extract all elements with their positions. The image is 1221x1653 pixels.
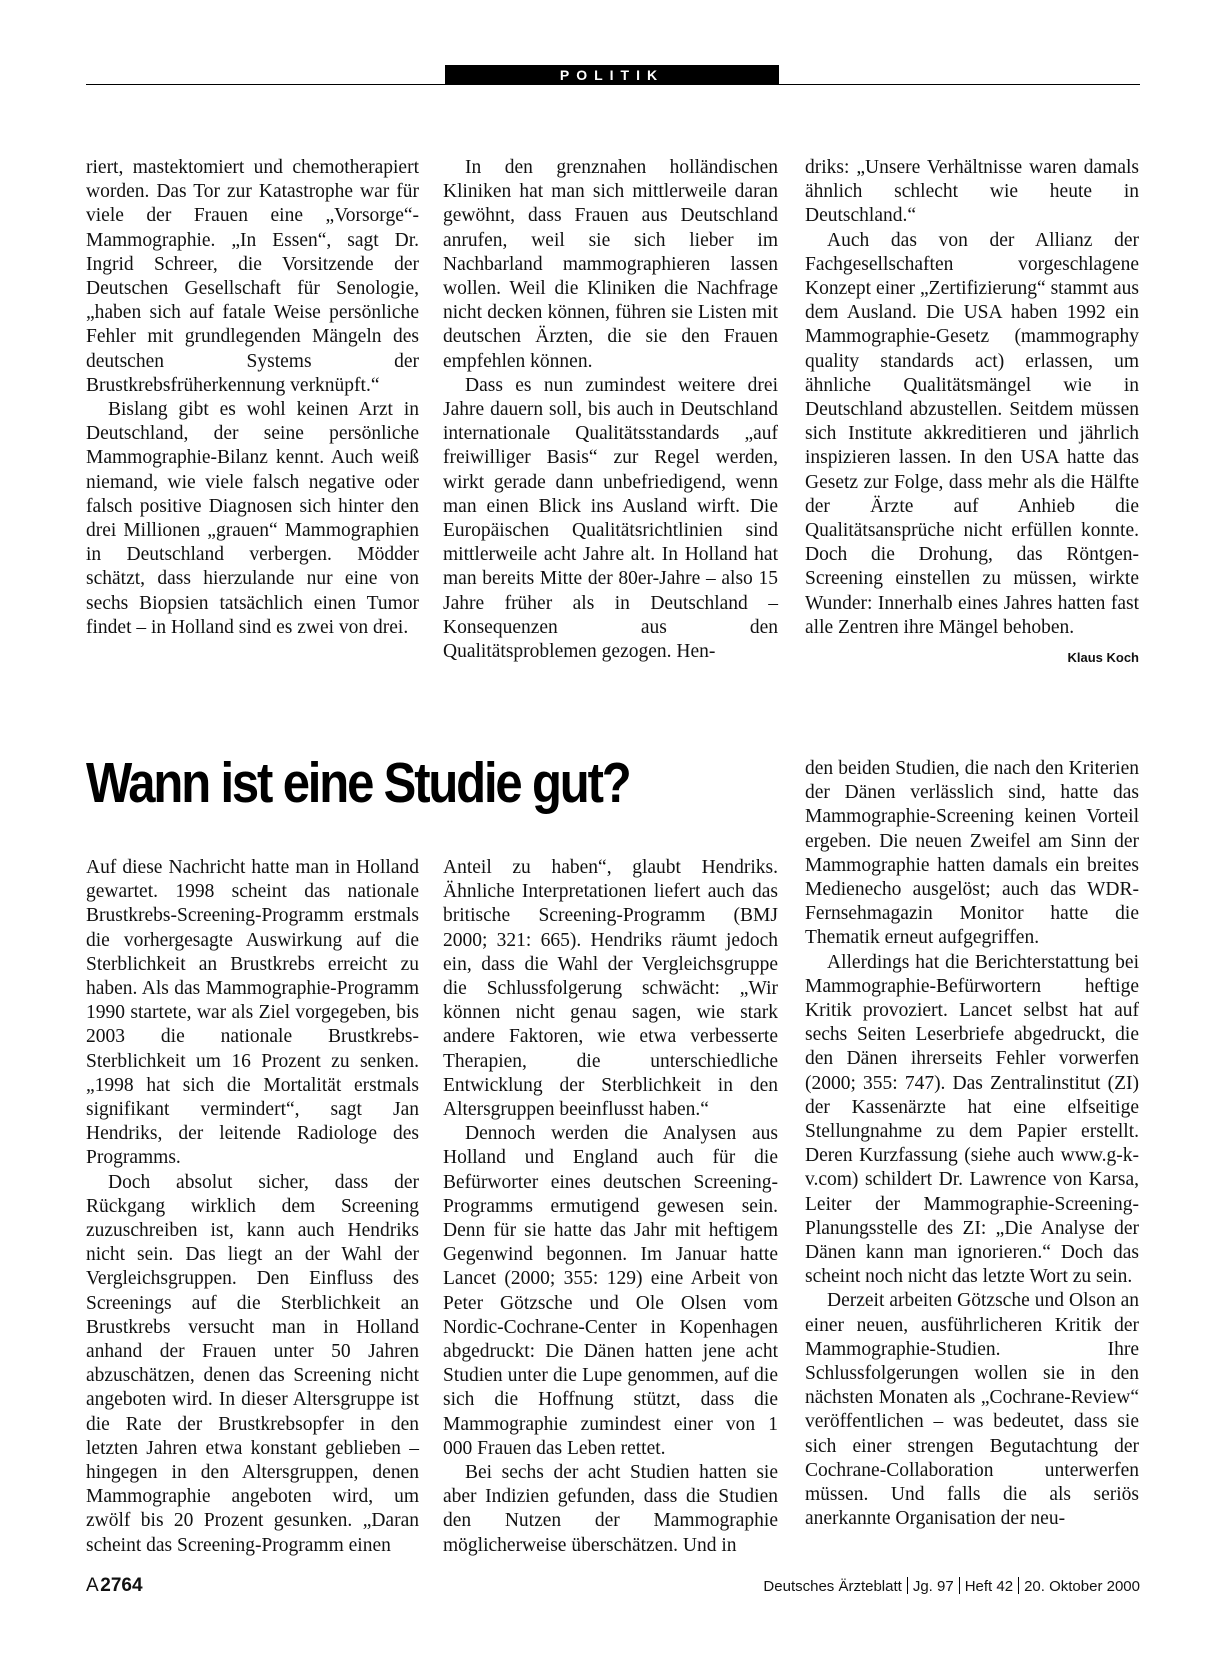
bottom-article-column-3: [805, 757, 1139, 1532]
page-prefix: A: [86, 1575, 99, 1596]
paragraph: Bei sechs der acht Studien hatten sie aber Indizien gefunden, dass die Studien den Nutzen der Mammographie möglicherweise überschätzen. Und in: [443, 1462, 778, 1556]
paragraph-text: Auch das von der Allianz der Fachgesellschaften vorgeschlagene Konzept einer „Zertifizierung“ stammt aus dem Ausland. Die USA haben 1992 ein Mammographie-Gesetz (mammography quality standards act) erlassen, um ähnliche Qualitätsmängel wie in Deutschland abzustellen. Seitdem müssen sich Institute akkreditieren und jährlich inspizieren lassen. In den USA hatte das Gesetz zur Folge, dass mehr als die Hälfte der Ärzte auf Anhieb die Qualitätsansprüche nicht erfüllen konnte. Doch die Drohung, das Röntgen-Screening einstellen zu müssen, wirkte Wunder: Innerhalb eines Jahres hatten fast alle Zentren ihre Mängel behoben.: [805, 229, 1139, 638]
page-number: [86, 1575, 143, 1597]
divider: [907, 1577, 908, 1594]
divider: [959, 1577, 960, 1594]
bottom-article-column-2: [443, 856, 778, 1558]
section-label: POLITIK: [445, 65, 779, 85]
paragraph: Auf diese Nachricht hatte man in Holland gewartet. 1998 scheint das nationale Brustkrebs-Screening-Programm erstmals die vorhergesagte Auswirkung auf die Sterblichkeit an Brustkrebs erreicht zu haben. Als das Mammographie-Programm 1990 startete, war als Ziel vorgegeben, bis 2003 die nationale Brustkrebs-Sterblichkeit um 16 Prozent zu senken. „1998 hat sich die Mortalität erstmals signifikant vermindert“, sagt Jan Hendriks, der leitende Radiologe des Programms.: [86, 857, 419, 1169]
paragraph: Anteil zu haben“, glaubt Hendriks. Ähnliche Interpretationen liefert auch das britische Screening-Programm (BMJ 2000; 321: 665). Hendriks räumt jedoch ein, dass die Wahl der Vergleichsgruppe die Schlussfolgerung schwächt: „Wir können nicht genau sagen, wie stark andere Faktoren, wie etwa verbesserte Therapien, die unterschiedliche Entwicklung der Sterblichkeit in den Altersgruppen beeinflusst haben.“: [443, 857, 778, 1121]
divider: [1018, 1577, 1019, 1594]
paragraph: Dass es nun zumindest weitere drei Jahre dauern soll, bis auch in Deutschland internationale Qualitätsstandards „auf freiwilliger Basis“ zur Regel werden, wirkt gerade dann unbefriedigend, wenn man einen Blick ins Ausland wirft. Die Europäischen Qualitätsrichtlinien sind mittlerweile acht Jahre alt. In Holland hat man bereits Mitte der 80er-Jahre – also 15 Jahre früher als in Deutschland – Konsequenzen aus den Qualitätsproblemen gezogen. Hen-: [443, 374, 778, 663]
paragraph: driks: „Unsere Verhältnisse waren damals ähnlich schlecht wie heute in Deutschland.“: [805, 157, 1139, 227]
paragraph: [805, 229, 1139, 666]
paragraph: Bislang gibt es wohl keinen Arzt in Deutschland, der seine persönliche Mammographie-Bilanz kennt. Auch weiß niemand, wie viele falsch negative oder falsch positive Diagnosen sich hinter den drei Millionen „grauen“ Mammographien in Deutschland verbergen. Mödder schätzt, dass hierzulande nur eine von sechs Biopsien tatsächlich einen Tumor findet – in Holland sind es zwei von drei.: [86, 399, 419, 638]
journal-name: Deutsches Ärzteblatt: [763, 1578, 902, 1595]
top-article-column-3: [805, 156, 1139, 670]
publication-info: [763, 1577, 1140, 1595]
paragraph: Dennoch werden die Analysen aus Holland und England auch für die Befürworter eines deutschen Screening-Programms ermutigend gewesen sein. Denn für sie hatte das Jahr mit heftigem Gegenwind begonnen. Im Januar hatte Lancet (2000; 355: 129) eine Arbeit von Peter Götzsche und Ole Olsen vom Nordic-Cochrane-Center in Kopenhagen abgedruckt: Die Dänen hatten jene acht Studien unter die Lupe genommen, auf die sich die Hoffnung stützt, dass die Mammographie zumindest einer von 1 000 Frauen das Leben rettet.: [443, 1123, 778, 1459]
page-number-value: 2764: [100, 1575, 143, 1596]
paragraph: Derzeit arbeiten Götzsche und Olson an einer neuen, ausführlicheren Kritik der Mammographie-Studien. Ihre Schlussfolgerungen wollen sie in den nächsten Monaten als „Cochrane-Review“ veröffentlichen – was bedeutet, dass sie sich einer strengen Begutachtung der Cochrane-Collaboration unterwerfen müssen. Und falls die als seriös anerkannte Organisation der neu-: [805, 1290, 1139, 1530]
paragraph: In den grenznahen holländischen Kliniken hat man sich mittlerweile daran gewöhnt, dass Frauen aus Deutschland anrufen, weil sie sich lieber im Nachbarland mammographieren lassen wollen. Weil die Kliniken die Nachfrage nicht decken können, führen sie Listen mit deutschen Ärzten, die sie den Frauen empfehlen können.: [443, 157, 778, 372]
page-footer: [86, 1575, 1140, 1605]
paragraph: riert, mastektomiert und chemotherapiert worden. Das Tor zur Katastrophe war für viele der Frauen eine „Vorsorge“-Mammographie. „In Essen“, sagt Dr. Ingrid Schreer, die Vorsitzende der Deutschen Gesellschaft für Senologie, „haben sich auf fatale Weise persönliche Fehler mit grundlegenden Mängeln des deutschen Systems der Brustkrebsfrüherkennung verknüpft.“: [86, 157, 419, 396]
author-byline: Klaus Koch: [1067, 650, 1139, 666]
paragraph: den beiden Studien, die nach den Kriterien der Dänen verlässlich sind, hatte das Mammographie-Screening keinen Vorteil ergeben. Die neuen Zweifel am Sinn der Mammographie hatten damals ein breites Medienecho ausgelöst; auch das WDR-Fernsehmagazin Monitor hatte die Thematik erneut aufgegriffen.: [805, 758, 1139, 949]
paragraph: Allerdings hat die Berichterstattung bei Mammographie-Befürwortern heftige Kritik provoziert. Lancet selbst hat auf sechs Seiten Leserbriefe abgedruckt, die den Dänen ihrerseits Fehler vorwerfen (2000; 355: 747). Das Zentralinstitut (ZI) der Kassenärzte hat eine elfseitige Stellungnahme zu dem Papier erstellt. Deren Kurzfassung (siehe auch www.g-k-v.com) schildert Dr. Lawrence von Karsa, Leiter der Mammographie-Screening-Planungsstelle des ZI: „Die Analyse der Dänen kann man ignorieren.“ Doch das scheint noch nicht das letzte Wort zu sein.: [805, 951, 1139, 1288]
header-rule: [86, 84, 1140, 85]
issue: Heft 42: [964, 1578, 1014, 1595]
top-article-column-2: [443, 156, 778, 664]
bottom-article-column-1: [86, 856, 419, 1558]
top-article-column-1: [86, 156, 419, 640]
issue-date: 20. Oktober 2000: [1024, 1578, 1140, 1595]
article-headline: Wann ist eine Studie gut?: [86, 751, 630, 815]
volume: Jg. 97: [912, 1578, 954, 1595]
paragraph: Doch absolut sicher, dass der Rückgang wirklich dem Screening zuzuschreiben ist, kann auch Hendriks nicht sein. Das liegt an der Wahl der Vergleichsgruppen. Den Einfluss des Screenings auf die Sterblichkeit an Brustkrebs versucht man in Holland anhand der Frauen unter 50 Jahren abzuschätzen, denen das Screening nicht angeboten wird. In dieser Altersgruppe ist die Rate der Brustkrebsopfer in den letzten Jahren etwa konstant geblieben – hingegen in den Altersgruppen, denen Mammographie angeboten wird, um zwölf bis 20 Prozent gesunken. „Daran scheint das Screening-Programm einen: [86, 1171, 419, 1556]
